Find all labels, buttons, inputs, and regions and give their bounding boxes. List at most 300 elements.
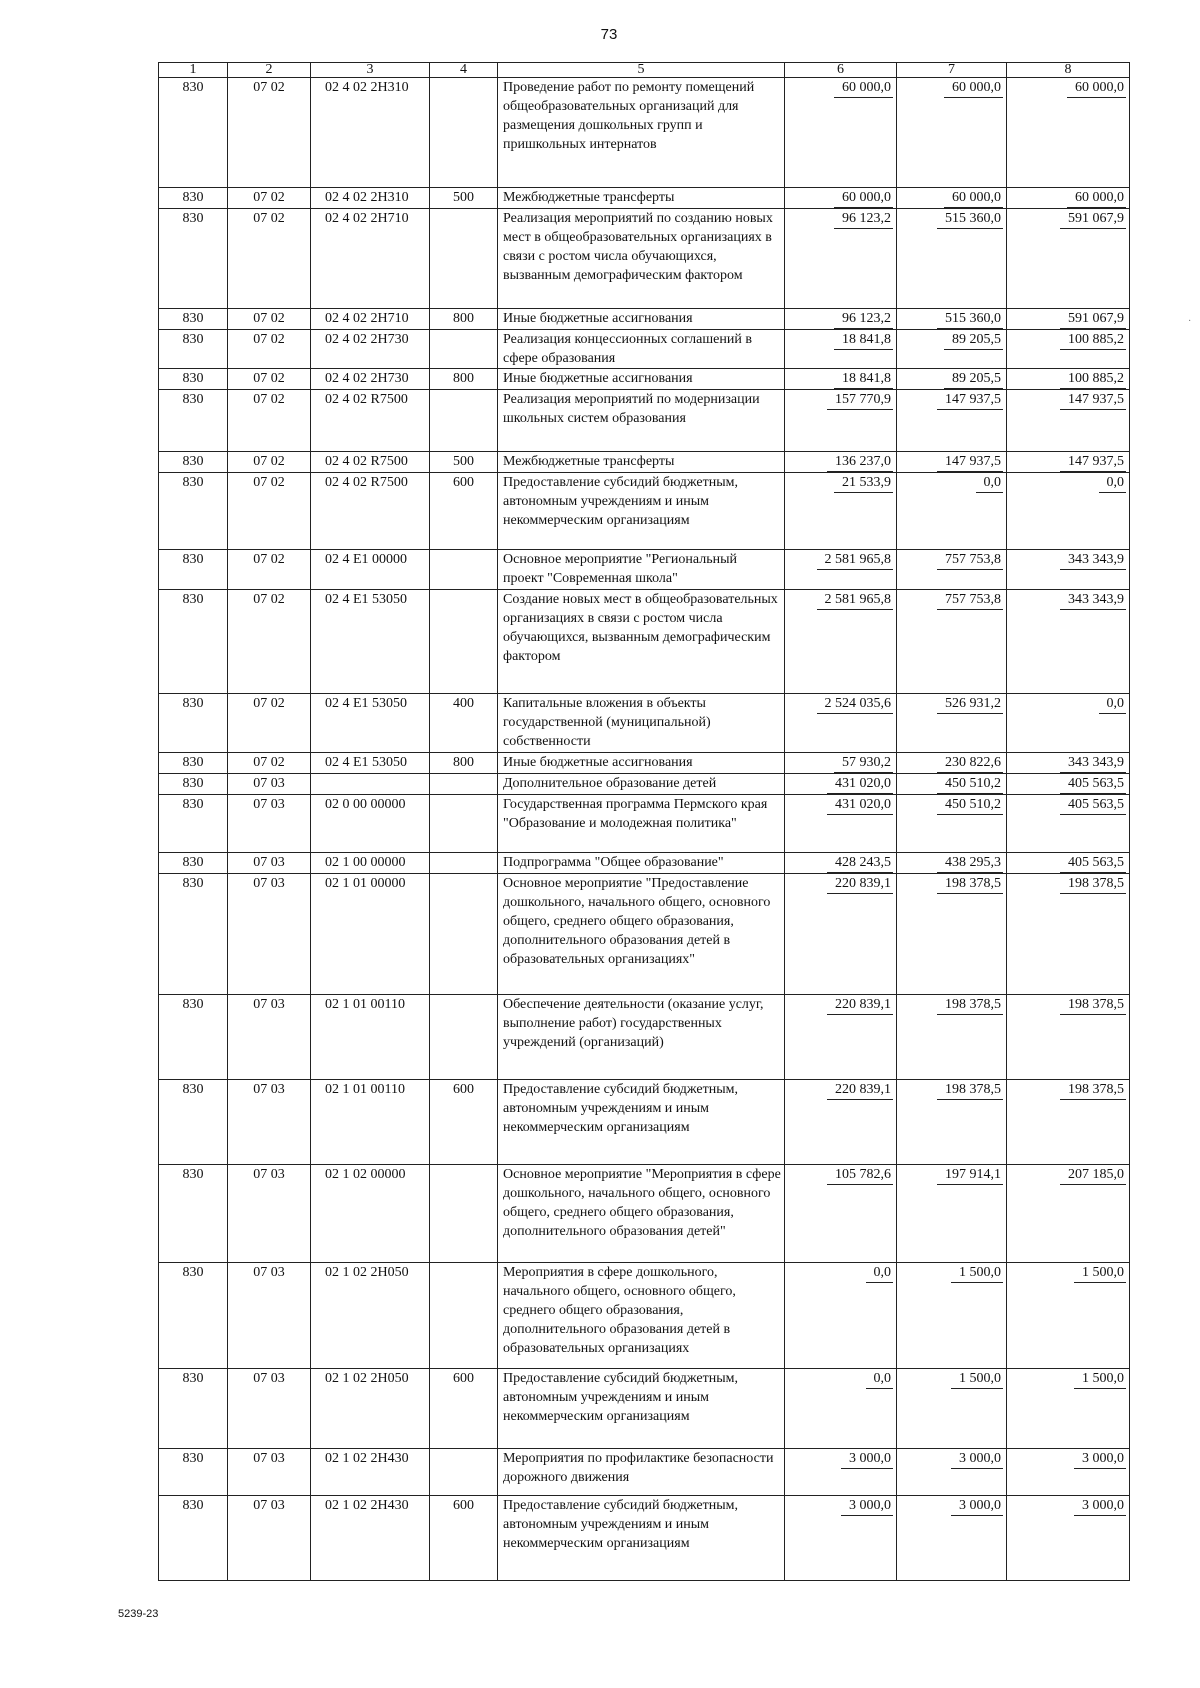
ministry-code-text: 830 [182,392,204,407]
amount-col6-text: 21 533,9 [834,473,893,493]
amount-col8-cell [1007,795,1130,853]
section-code-cell [228,753,311,774]
amount-col6-text: 136 237,0 [827,452,893,472]
target-article-text: 02 1 02 2Н430 [325,1498,409,1513]
section-code-cell [228,330,311,369]
section-code-cell [228,1449,311,1496]
section-code-cell [228,1080,311,1165]
table-row [159,209,1130,309]
amount-col8-cell [1007,473,1130,550]
column-header: 5 [498,63,785,78]
target-article-cell [311,209,430,309]
description-cell [498,1449,785,1496]
description-cell [498,309,785,330]
amount-col8-text: 343 343,9 [1060,753,1126,773]
amount-col6-text: 157 770,9 [827,390,893,410]
amount-col8-cell [1007,550,1130,590]
ministry-code-cell [159,853,228,874]
ministry-code-text: 830 [182,1265,204,1280]
target-article-cell [311,369,430,390]
section-code-cell [228,473,311,550]
amount-col8-text: 3 000,0 [1074,1449,1126,1469]
amount-col8-cell [1007,853,1130,874]
expense-type-cell [430,309,498,330]
amount-col8-text: 405 563,5 [1060,795,1126,815]
ministry-code-cell [159,330,228,369]
section-code-cell [228,995,311,1080]
amount-col8-text: 60 000,0 [1067,78,1126,98]
amount-col6-cell [785,452,897,473]
amount-col7-text: 230 822,6 [937,753,1003,773]
description-text: Предоставление субсидий бюджетным, автономным учреждениям и иным некоммерческим организациям [503,1082,739,1135]
expense-type-cell [430,774,498,795]
amount-col7-text: 60 000,0 [944,188,1003,208]
target-article-cell [311,309,430,330]
amount-col8-cell [1007,369,1130,390]
target-article-text: 02 1 01 00110 [325,1082,405,1097]
section-code-text: 07 03 [253,1498,285,1513]
amount-col6-cell [785,590,897,694]
amount-col6-text: 57 930,2 [834,753,893,773]
description-cell [498,853,785,874]
amount-col8-cell [1007,1080,1130,1165]
amount-col7-cell [897,390,1007,452]
ministry-code-cell [159,1496,228,1581]
description-cell [498,550,785,590]
amount-col8-text: 405 563,5 [1060,853,1126,873]
amount-col7-cell [897,995,1007,1080]
amount-col7-text: 89 205,5 [944,369,1003,389]
section-code-text: 07 02 [253,392,285,407]
amount-col7-cell [897,1263,1007,1369]
amount-col6-cell [785,995,897,1080]
table-row [159,390,1130,452]
amount-col8-cell [1007,1369,1130,1449]
target-article-cell [311,1263,430,1369]
scan-mark: · [1188,316,1192,327]
ministry-code-text: 830 [182,371,204,386]
amount-col6-text: 220 839,1 [827,1080,893,1100]
amount-col6-cell [785,1449,897,1496]
description-cell [498,995,785,1080]
amount-col8-cell [1007,390,1130,452]
amount-col6-cell [785,369,897,390]
description-cell [498,330,785,369]
column-header: 2 [228,63,311,78]
amount-col7-cell [897,369,1007,390]
amount-col7-text: 526 931,2 [937,694,1003,714]
target-article-text: 02 1 02 00000 [325,1167,406,1182]
expense-type-text: 600 [453,1082,474,1097]
amount-col7-text: 198 378,5 [937,995,1003,1015]
amount-col6-cell [785,1496,897,1581]
amount-col7-cell [897,1496,1007,1581]
table-row [159,452,1130,473]
expense-type-cell [430,473,498,550]
table-row [159,995,1130,1080]
section-code-cell [228,369,311,390]
amount-col8-cell [1007,774,1130,795]
description-text: Государственная программа Пермского края "Образование и молодежная политика" [503,797,768,831]
amount-col7-cell [897,452,1007,473]
amount-col8-cell [1007,874,1130,995]
target-article-text: 02 4 02 2Н310 [325,190,409,205]
amount-col6-cell [785,550,897,590]
expense-type-cell [430,1263,498,1369]
amount-col8-text: 147 937,5 [1060,390,1126,410]
amount-col7-text: 0,0 [976,473,1004,493]
target-article-cell [311,795,430,853]
amount-col7-cell [897,209,1007,309]
target-article-cell [311,694,430,753]
amount-col8-cell [1007,188,1130,209]
amount-col6-text: 2 524 035,6 [817,694,894,714]
section-code-text: 07 02 [253,755,285,770]
amount-col7-text: 450 510,2 [937,795,1003,815]
amount-col8-cell [1007,1165,1130,1263]
target-article-cell [311,1080,430,1165]
target-article-cell [311,1165,430,1263]
amount-col7-cell [897,774,1007,795]
table-row [159,853,1130,874]
ministry-code-cell [159,1369,228,1449]
amount-col8-text: 1 500,0 [1074,1263,1126,1283]
amount-col8-text: 100 885,2 [1060,369,1126,389]
target-article-text: 02 1 00 00000 [325,855,406,870]
section-code-text: 07 02 [253,332,285,347]
amount-col7-cell [897,1449,1007,1496]
document-code: 5239-23 [118,1608,159,1620]
section-code-text: 07 02 [253,211,285,226]
target-article-cell [311,1369,430,1449]
expense-type-cell [430,1369,498,1449]
ministry-code-text: 830 [182,454,204,469]
section-code-text: 07 02 [253,371,285,386]
amount-col6-text: 431 020,0 [827,795,893,815]
amount-col7-text: 147 937,5 [937,390,1003,410]
description-text: Подпрограмма "Общее образование" [503,855,724,870]
amount-col7-cell [897,330,1007,369]
expense-type-cell [430,209,498,309]
description-cell [498,1496,785,1581]
ministry-code-text: 830 [182,755,204,770]
target-article-text: 02 1 01 00110 [325,997,405,1012]
amount-col7-text: 89 205,5 [944,330,1003,350]
target-article-text: 02 4 Е1 53050 [325,755,408,770]
ministry-code-cell [159,1449,228,1496]
ministry-code-text: 830 [182,696,204,711]
amount-col6-cell [785,1165,897,1263]
expense-type-text: 500 [453,454,474,469]
amount-col7-text: 197 914,1 [937,1165,1003,1185]
amount-col7-cell [897,590,1007,694]
ministry-code-cell [159,452,228,473]
section-code-cell [228,452,311,473]
expense-type-cell [430,874,498,995]
amount-col6-text: 220 839,1 [827,995,893,1015]
section-code-text: 07 02 [253,454,285,469]
description-text: Иные бюджетные ассигнования [503,311,693,326]
amount-col8-text: 343 343,9 [1060,590,1126,610]
amount-col6-text: 431 020,0 [827,774,893,794]
ministry-code-text: 830 [182,475,204,490]
expense-type-cell [430,330,498,369]
target-article-cell [311,390,430,452]
section-code-text: 07 03 [253,876,285,891]
amount-col7-text: 515 360,0 [937,209,1003,229]
description-cell [498,473,785,550]
target-article-cell [311,853,430,874]
ministry-code-cell [159,550,228,590]
description-cell [498,774,785,795]
section-code-text: 07 03 [253,997,285,1012]
amount-col6-cell [785,1080,897,1165]
section-code-text: 07 02 [253,311,285,326]
amount-col6-text: 96 123,2 [834,209,893,229]
column-header: 8 [1007,63,1130,78]
expense-type-cell [430,369,498,390]
page-number: 73 [600,26,618,43]
amount-col6-text: 60 000,0 [834,78,893,98]
section-code-cell [228,1263,311,1369]
section-code-text: 07 03 [253,1082,285,1097]
amount-col8-text: 198 378,5 [1060,874,1126,894]
amount-col8-cell [1007,209,1130,309]
description-cell [498,590,785,694]
amount-col7-text: 450 510,2 [937,774,1003,794]
ministry-code-text: 830 [182,797,204,812]
section-code-cell [228,853,311,874]
description-cell [498,1369,785,1449]
amount-col7-text: 438 295,3 [937,853,1003,873]
amount-col8-text: 0,0 [1099,694,1127,714]
ministry-code-text: 830 [182,1082,204,1097]
amount-col6-cell [785,694,897,753]
description-text: Иные бюджетные ассигнования [503,755,693,770]
column-header: 3 [311,63,430,78]
amount-col7-cell [897,473,1007,550]
amount-col8-text: 198 378,5 [1060,995,1126,1015]
table-row [159,1165,1130,1263]
section-code-text: 07 02 [253,475,285,490]
amount-col8-text: 1 500,0 [1074,1369,1126,1389]
amount-col6-cell [785,1369,897,1449]
ministry-code-cell [159,590,228,694]
section-code-text: 07 02 [253,592,285,607]
amount-col8-text: 343 343,9 [1060,550,1126,570]
ministry-code-cell [159,188,228,209]
description-cell [498,452,785,473]
amount-col6-cell [785,1263,897,1369]
expense-type-cell [430,853,498,874]
amount-col6-text: 220 839,1 [827,874,893,894]
section-code-text: 07 03 [253,1167,285,1182]
target-article-text: 02 4 02 2Н710 [325,211,409,226]
expense-type-text: 600 [453,1498,474,1513]
table-row [159,694,1130,753]
target-article-cell [311,995,430,1080]
amount-col8-text: 198 378,5 [1060,1080,1126,1100]
amount-col6-text: 18 841,8 [834,369,893,389]
target-article-text: 02 4 Е1 53050 [325,592,408,607]
amount-col8-text: 3 000,0 [1074,1496,1126,1516]
table-row [159,795,1130,853]
section-code-cell [228,1369,311,1449]
expense-type-cell [430,452,498,473]
target-article-cell [311,473,430,550]
column-header: 6 [785,63,897,78]
table-row [159,753,1130,774]
target-article-cell [311,1496,430,1581]
amount-col7-text: 198 378,5 [937,874,1003,894]
table-row [159,188,1130,209]
amount-col8-text: 405 563,5 [1060,774,1126,794]
amount-col6-cell [785,853,897,874]
expense-type-cell [430,188,498,209]
description-text: Предоставление субсидий бюджетным, автономным учреждениям и иным некоммерческим организациям [503,1371,739,1424]
description-cell [498,188,785,209]
amount-col8-text: 591 067,9 [1060,209,1126,229]
amount-col7-cell [897,309,1007,330]
expense-type-cell [430,995,498,1080]
description-cell [498,753,785,774]
table-row [159,1080,1130,1165]
amount-col7-text: 147 937,5 [937,452,1003,472]
ministry-code-text: 830 [182,311,204,326]
amount-col6-text: 60 000,0 [834,188,893,208]
ministry-code-cell [159,774,228,795]
table-row [159,309,1130,330]
description-cell [498,390,785,452]
amount-col6-cell [785,330,897,369]
ministry-code-cell [159,874,228,995]
description-text: Проведение работ по ремонту помещений общеобразовательных организаций для размещения дошкольных групп и пришкольных интернатов [503,80,755,152]
ministry-code-cell [159,209,228,309]
description-cell [498,874,785,995]
description-text: Реализация мероприятий по созданию новых мест в общеобразовательных организациях в связи с ростом числа обучающихся, вызванным демографическим фактором [503,211,773,283]
description-text: Реализация мероприятий по модернизации школьных систем образования [503,392,760,426]
target-article-cell [311,550,430,590]
ministry-code-cell [159,1080,228,1165]
column-header: 1 [159,63,228,78]
description-text: Предоставление субсидий бюджетным, автономным учреждениям и иным некоммерческим организациям [503,475,739,528]
description-text: Создание новых мест в общеобразовательных организациях в связи с ростом числа обучающихся, вызванным демографическим фактором [503,592,778,664]
description-text: Основное мероприятие "Предоставление дошкольного, начального общего, основного общего, среднего общего образования, дополнительного образования детей в образовательных организациях" [503,876,771,967]
amount-col6-text: 0,0 [866,1369,894,1389]
ministry-code-cell [159,995,228,1080]
amount-col8-cell [1007,1263,1130,1369]
amount-col6-text: 3 000,0 [841,1449,893,1469]
target-article-cell [311,188,430,209]
section-code-text: 07 02 [253,696,285,711]
amount-col6-cell [785,753,897,774]
description-text: Реализация концессионных соглашений в сфере образования [503,332,752,366]
ministry-code-text: 830 [182,332,204,347]
target-article-text: 02 4 02 2Н310 [325,80,409,95]
section-code-cell [228,209,311,309]
target-article-text: 02 1 02 2Н050 [325,1371,409,1386]
description-text: Основное мероприятие "Региональный проект "Современная школа" [503,552,737,586]
amount-col8-text: 60 000,0 [1067,188,1126,208]
amount-col7-cell [897,188,1007,209]
amount-col6-cell [785,774,897,795]
ministry-code-text: 830 [182,1167,204,1182]
amount-col8-text: 591 067,9 [1060,309,1126,329]
description-text: Мероприятия по профилактике безопасности дорожного движения [503,1451,774,1485]
section-code-cell [228,590,311,694]
description-cell [498,1165,785,1263]
expense-type-cell [430,753,498,774]
expense-type-text: 600 [453,475,474,490]
ministry-code-cell [159,309,228,330]
amount-col8-cell [1007,1449,1130,1496]
column-header: 4 [430,63,498,78]
amount-col6-text: 2 581 965,8 [817,550,894,570]
section-code-text: 07 03 [253,855,285,870]
table-header-row [159,63,1130,78]
amount-col6-cell [785,188,897,209]
section-code-cell [228,78,311,188]
amount-col7-text: 3 000,0 [951,1496,1003,1516]
description-text: Основное мероприятие "Мероприятия в сфере дошкольного, начального общего, основного общего, среднего общего образования, дополнительного образования детей" [503,1167,781,1239]
target-article-text: 02 4 02 R7500 [325,475,408,490]
target-article-text: 02 4 02 R7500 [325,454,408,469]
ministry-code-text: 830 [182,211,204,226]
expense-type-cell [430,550,498,590]
target-article-text: 02 1 01 00000 [325,876,406,891]
ministry-code-text: 830 [182,80,204,95]
amount-col8-cell [1007,753,1130,774]
section-code-cell [228,188,311,209]
amount-col6-text: 3 000,0 [841,1496,893,1516]
description-text: Капитальные вложения в объекты государственной (муниципальной) собственности [503,696,711,749]
amount-col7-cell [897,795,1007,853]
amount-col6-cell [785,874,897,995]
section-code-text: 07 03 [253,797,285,812]
ministry-code-text: 830 [182,592,204,607]
table-row [159,473,1130,550]
ministry-code-cell [159,1165,228,1263]
expense-type-cell [430,1165,498,1263]
table-row [159,550,1130,590]
expense-type-cell [430,795,498,853]
expense-type-cell [430,1496,498,1581]
amount-col7-cell [897,1165,1007,1263]
amount-col7-cell [897,78,1007,188]
ministry-code-text: 830 [182,1371,204,1386]
target-article-text: 02 1 02 2Н050 [325,1265,409,1280]
expense-type-text: 600 [453,1371,474,1386]
description-cell [498,78,785,188]
ministry-code-text: 830 [182,855,204,870]
description-text: Межбюджетные трансферты [503,454,675,469]
description-text: Межбюджетные трансферты [503,190,675,205]
amount-col8-cell [1007,590,1130,694]
description-text: Дополнительное образование детей [503,776,717,791]
table-row [159,78,1130,188]
table-row [159,369,1130,390]
amount-col7-cell [897,853,1007,874]
ministry-code-text: 830 [182,997,204,1012]
expense-type-text: 800 [453,755,474,770]
amount-col7-cell [897,550,1007,590]
table-row [159,1496,1130,1581]
expense-type-cell [430,1080,498,1165]
target-article-text: 02 1 02 2Н430 [325,1451,409,1466]
description-text: Мероприятия в сфере дошкольного, начального общего, основного общего, среднего общего образования, дополнительного образования детей в образовательных организациях [503,1265,736,1356]
amount-col6-text: 96 123,2 [834,309,893,329]
amount-col6-cell [785,309,897,330]
